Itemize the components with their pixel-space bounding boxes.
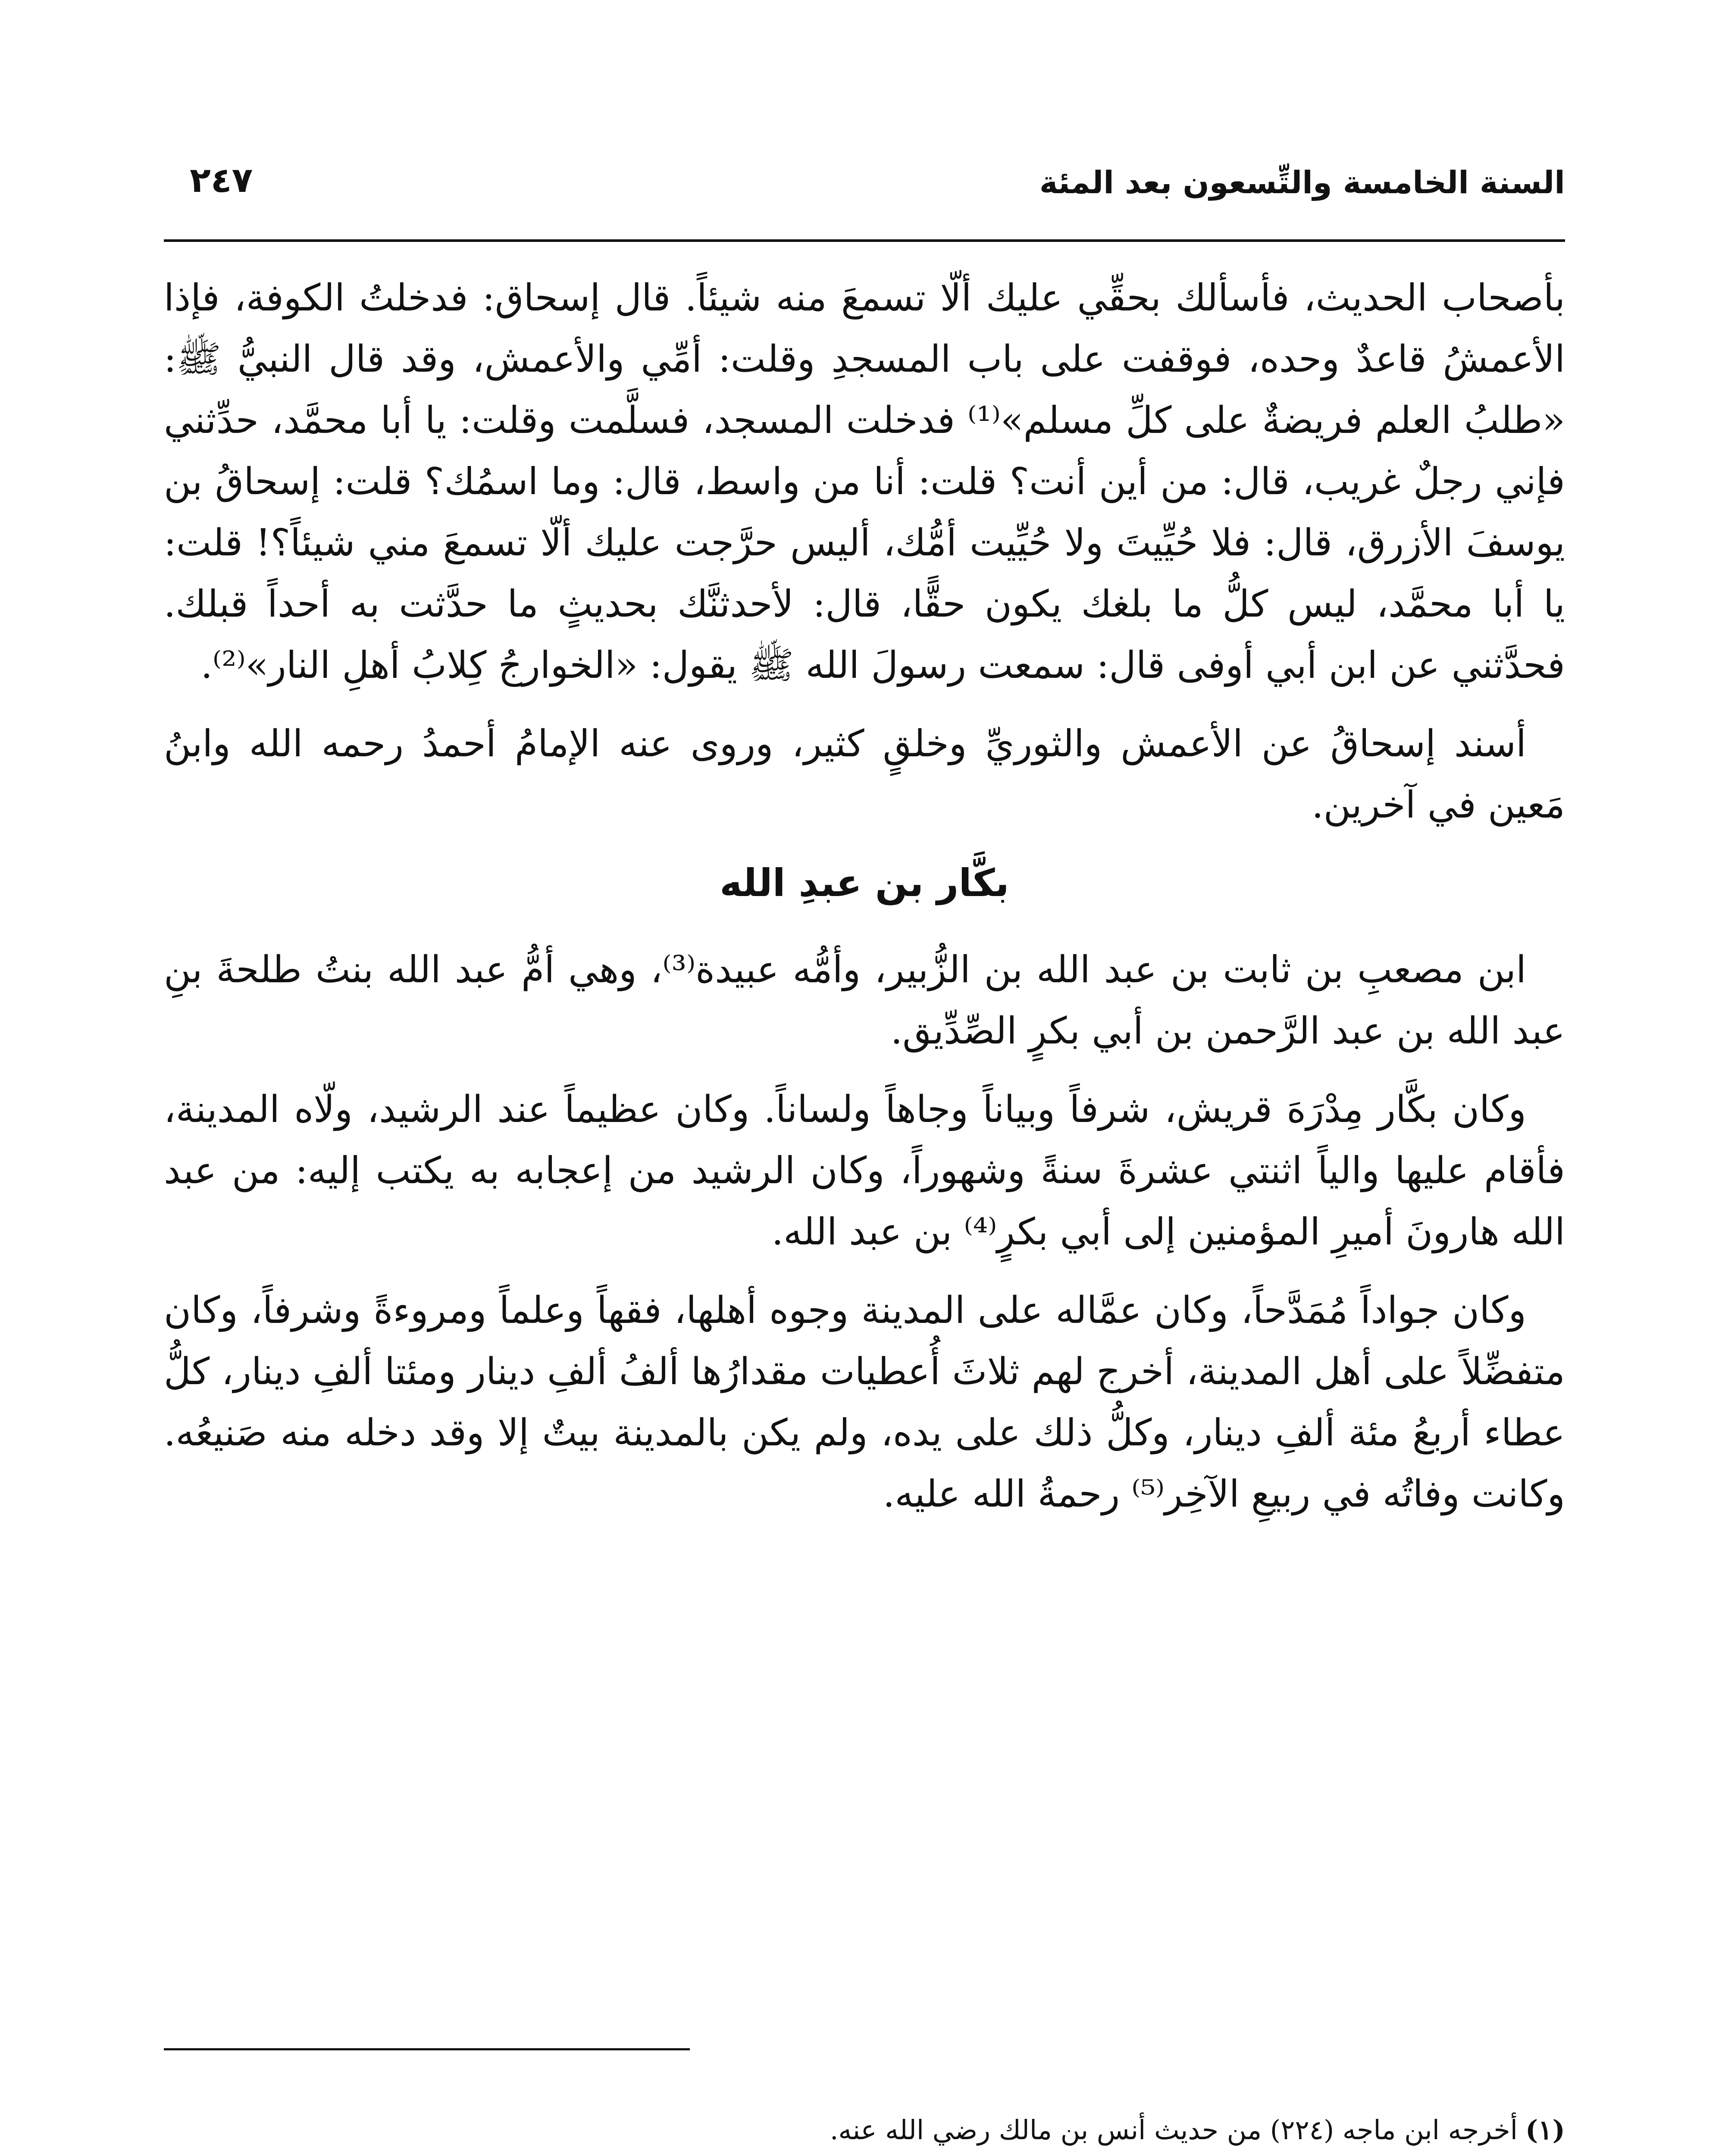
book-page [164, 142, 1565, 2156]
footnote-text: أخرجه ابن ماجه (٢٢٤) من حديث أنس بن مالك رضي الله عنه. [830, 2114, 1518, 2146]
footnotes [164, 2109, 1565, 2156]
paragraph-lineage: ابن مصعبِ بن ثابت بن عبد الله بن الزُّبير، وأمُّه عبيدة⁽³⁾، وهي أمُّ عبد الله بنتُ طلحةَ بنِ عبد الله بن عبد الرَّحمن بن أبي بكرٍ الصِّدِّيق. [164, 948, 1565, 1053]
page-number: ٢٤٧ [190, 160, 253, 200]
paragraph-career: وكان بكَّار مِدْرَهَ قريش، شرفاً وبياناً وجاهاً ولساناً. وكان عظيماً عند الرشيد، ولّاه المدينة، فأقام عليها والياً اثنتي عشرةَ سنةً وشهوراً، وكان الرشيد من إعجابه به يكتب إليه: من عبد الله هارونَ أميرِ المؤمنين إلى أبي بكرٍ⁽⁴⁾ بن عبد الله. [164, 1088, 1565, 1253]
main-text [164, 267, 1565, 1542]
header-rule [164, 239, 1565, 242]
section-title: بكَّار بن عبدِ الله [720, 861, 1009, 905]
footnote-number: (١) [1525, 2114, 1565, 2146]
footnote-1 [164, 2109, 1565, 2152]
paragraph-continuation: بأصحاب الحديث، فأسألك بحقِّي عليك ألّا تسمعَ منه شيئاً. قال إسحاق: فدخلتُ الكوفة، فإذا الأعمشُ قاعدٌ وحده، فوقفت على باب المسجدِ وقلت: أمِّي والأعمش، وقد قال النبيُّ ﷺ: «طلبُ العلم فريضةٌ على كلِّ مسلم»⁽¹⁾ فدخلت المسجد، فسلَّمت وقلت: يا أبا محمَّد، حدِّثني فإني رجلٌ غريب، قال: من أين أنت؟ قلت: أنا من واسط، قال: وما اسمُك؟ قلت: إسحاقُ بن يوسفَ الأزرق، قال: فلا حُيِّيتَ ولا حُيِّيت أمُّك، أليس حرَّجت عليك ألّا تسمعَ مني شيئاً؟! قلت: يا أبا محمَّد، ليس كلُّ ما بلغك يكون حقًّا، قال: لأحدثنَّك بحديثٍ ما حدَّثت به أحداً قبلك. فحدَّثني عن ابن أبي أوفى قال: سمعت رسولَ الله ﷺ يقول: «الخوارجُ كِلابُ أهلِ النار»⁽²⁾. [164, 276, 1565, 687]
footnote-separator [164, 2048, 690, 2050]
page-header [164, 160, 1565, 224]
paragraph-generosity: وكان جواداً مُمَدَّحاً، وكان عمَّاله على المدينة وجوه أهلها، فقهاً وعلماً ومروءةً وشرفاً، وكان متفضِّلاً على أهل المدينة، أخرج لهم ثلاثَ أُعطيات مقدارُها ألفُ ألفِ دينار ومئتا ألفِ دينار، كلُّ عطاء أربعُ مئة ألفِ دينار، وكلُّ ذلك على يده، ولم يكن بالمدينة بيتٌ إلا وقد دخله منه صَنيعُه. وكانت وفاتُه في ربيعِ الآخِر⁽⁵⁾ رحمةُ الله عليه. [164, 1289, 1565, 1516]
running-title: السنة الخامسة والتِّسعون بعد المئة [1039, 164, 1565, 201]
paragraph-isnad: أسند إسحاقُ عن الأعمش والثوريِّ وخلقٍ كثير، وروى عنه الإمامُ أحمدُ رحمه الله وابنُ مَعين في آخرين. [164, 722, 1565, 827]
